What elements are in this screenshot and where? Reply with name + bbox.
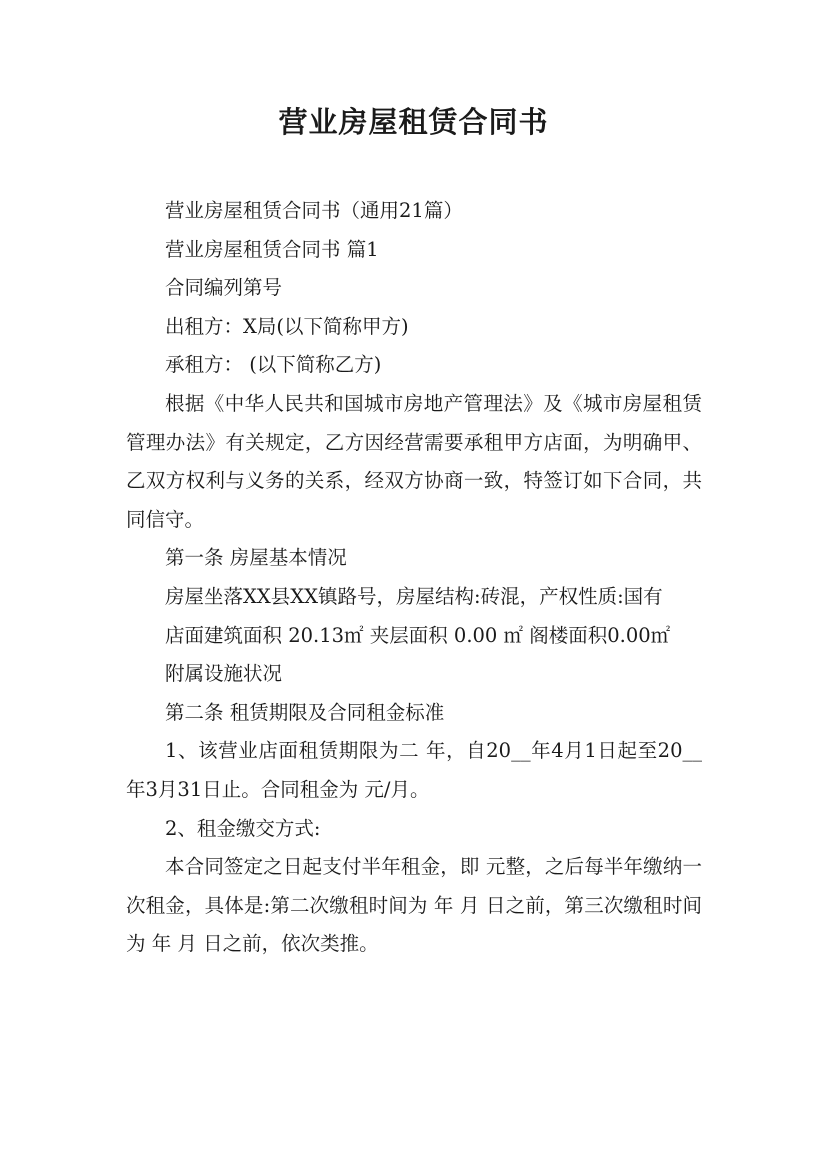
- paragraph-preamble: 根据《中华人民共和国城市房地产管理法》及《城市房屋租赁管理办法》有关规定，乙方因经营需要承租甲方店面，为明确甲、乙双方权利与义务的关系，经双方协商一致，特签订如下合同，共同信守。: [126, 391, 702, 531]
- paragraph-contract-number: 合同编列第号: [165, 276, 283, 300]
- paragraph-payment-method-heading: 2、租金缴交方式:: [165, 816, 321, 840]
- paragraph-subtitle: 营业房屋租赁合同书（通用21篇）: [165, 199, 463, 222]
- paragraph-property-area: 店面建筑面积 20.13㎡ 夹层面积 0.00 ㎡ 阁楼面积0.00㎡: [165, 623, 671, 647]
- paragraph-property-location: 房屋坐落XX县XX镇路号，房屋结构:砖混，产权性质:国有: [165, 584, 663, 608]
- paragraph-lessor: 出租方：X局(以下简称甲方): [165, 314, 409, 338]
- paragraph-lessee: 承租方： (以下简称乙方): [165, 353, 382, 377]
- paragraph-article-2-heading: 第二条 租赁期限及合同租金标准: [165, 700, 445, 724]
- document-title: 营业房屋租赁合同书: [278, 105, 549, 139]
- document-body: [126, 192, 702, 964]
- paragraph-article-1-heading: 第一条 房屋基本情况: [165, 546, 347, 570]
- paragraph-lease-term: 1、该营业店面租赁期限为二 年，自20__年4月1日起至20__年3月31日止。合同租金为 元/月。: [126, 739, 702, 801]
- paragraph-facilities: 附属设施状况: [165, 662, 283, 686]
- paragraph-payment-schedule: 本合同签定之日起支付半年租金，即 元整，之后每半年缴纳一次租金，具体是:第二次缴租时间为 年 月 日之前，第三次缴租时间为 年 月 日之前，依次类推。: [126, 855, 702, 956]
- paragraph-section-heading: 营业房屋租赁合同书 篇1: [165, 237, 379, 261]
